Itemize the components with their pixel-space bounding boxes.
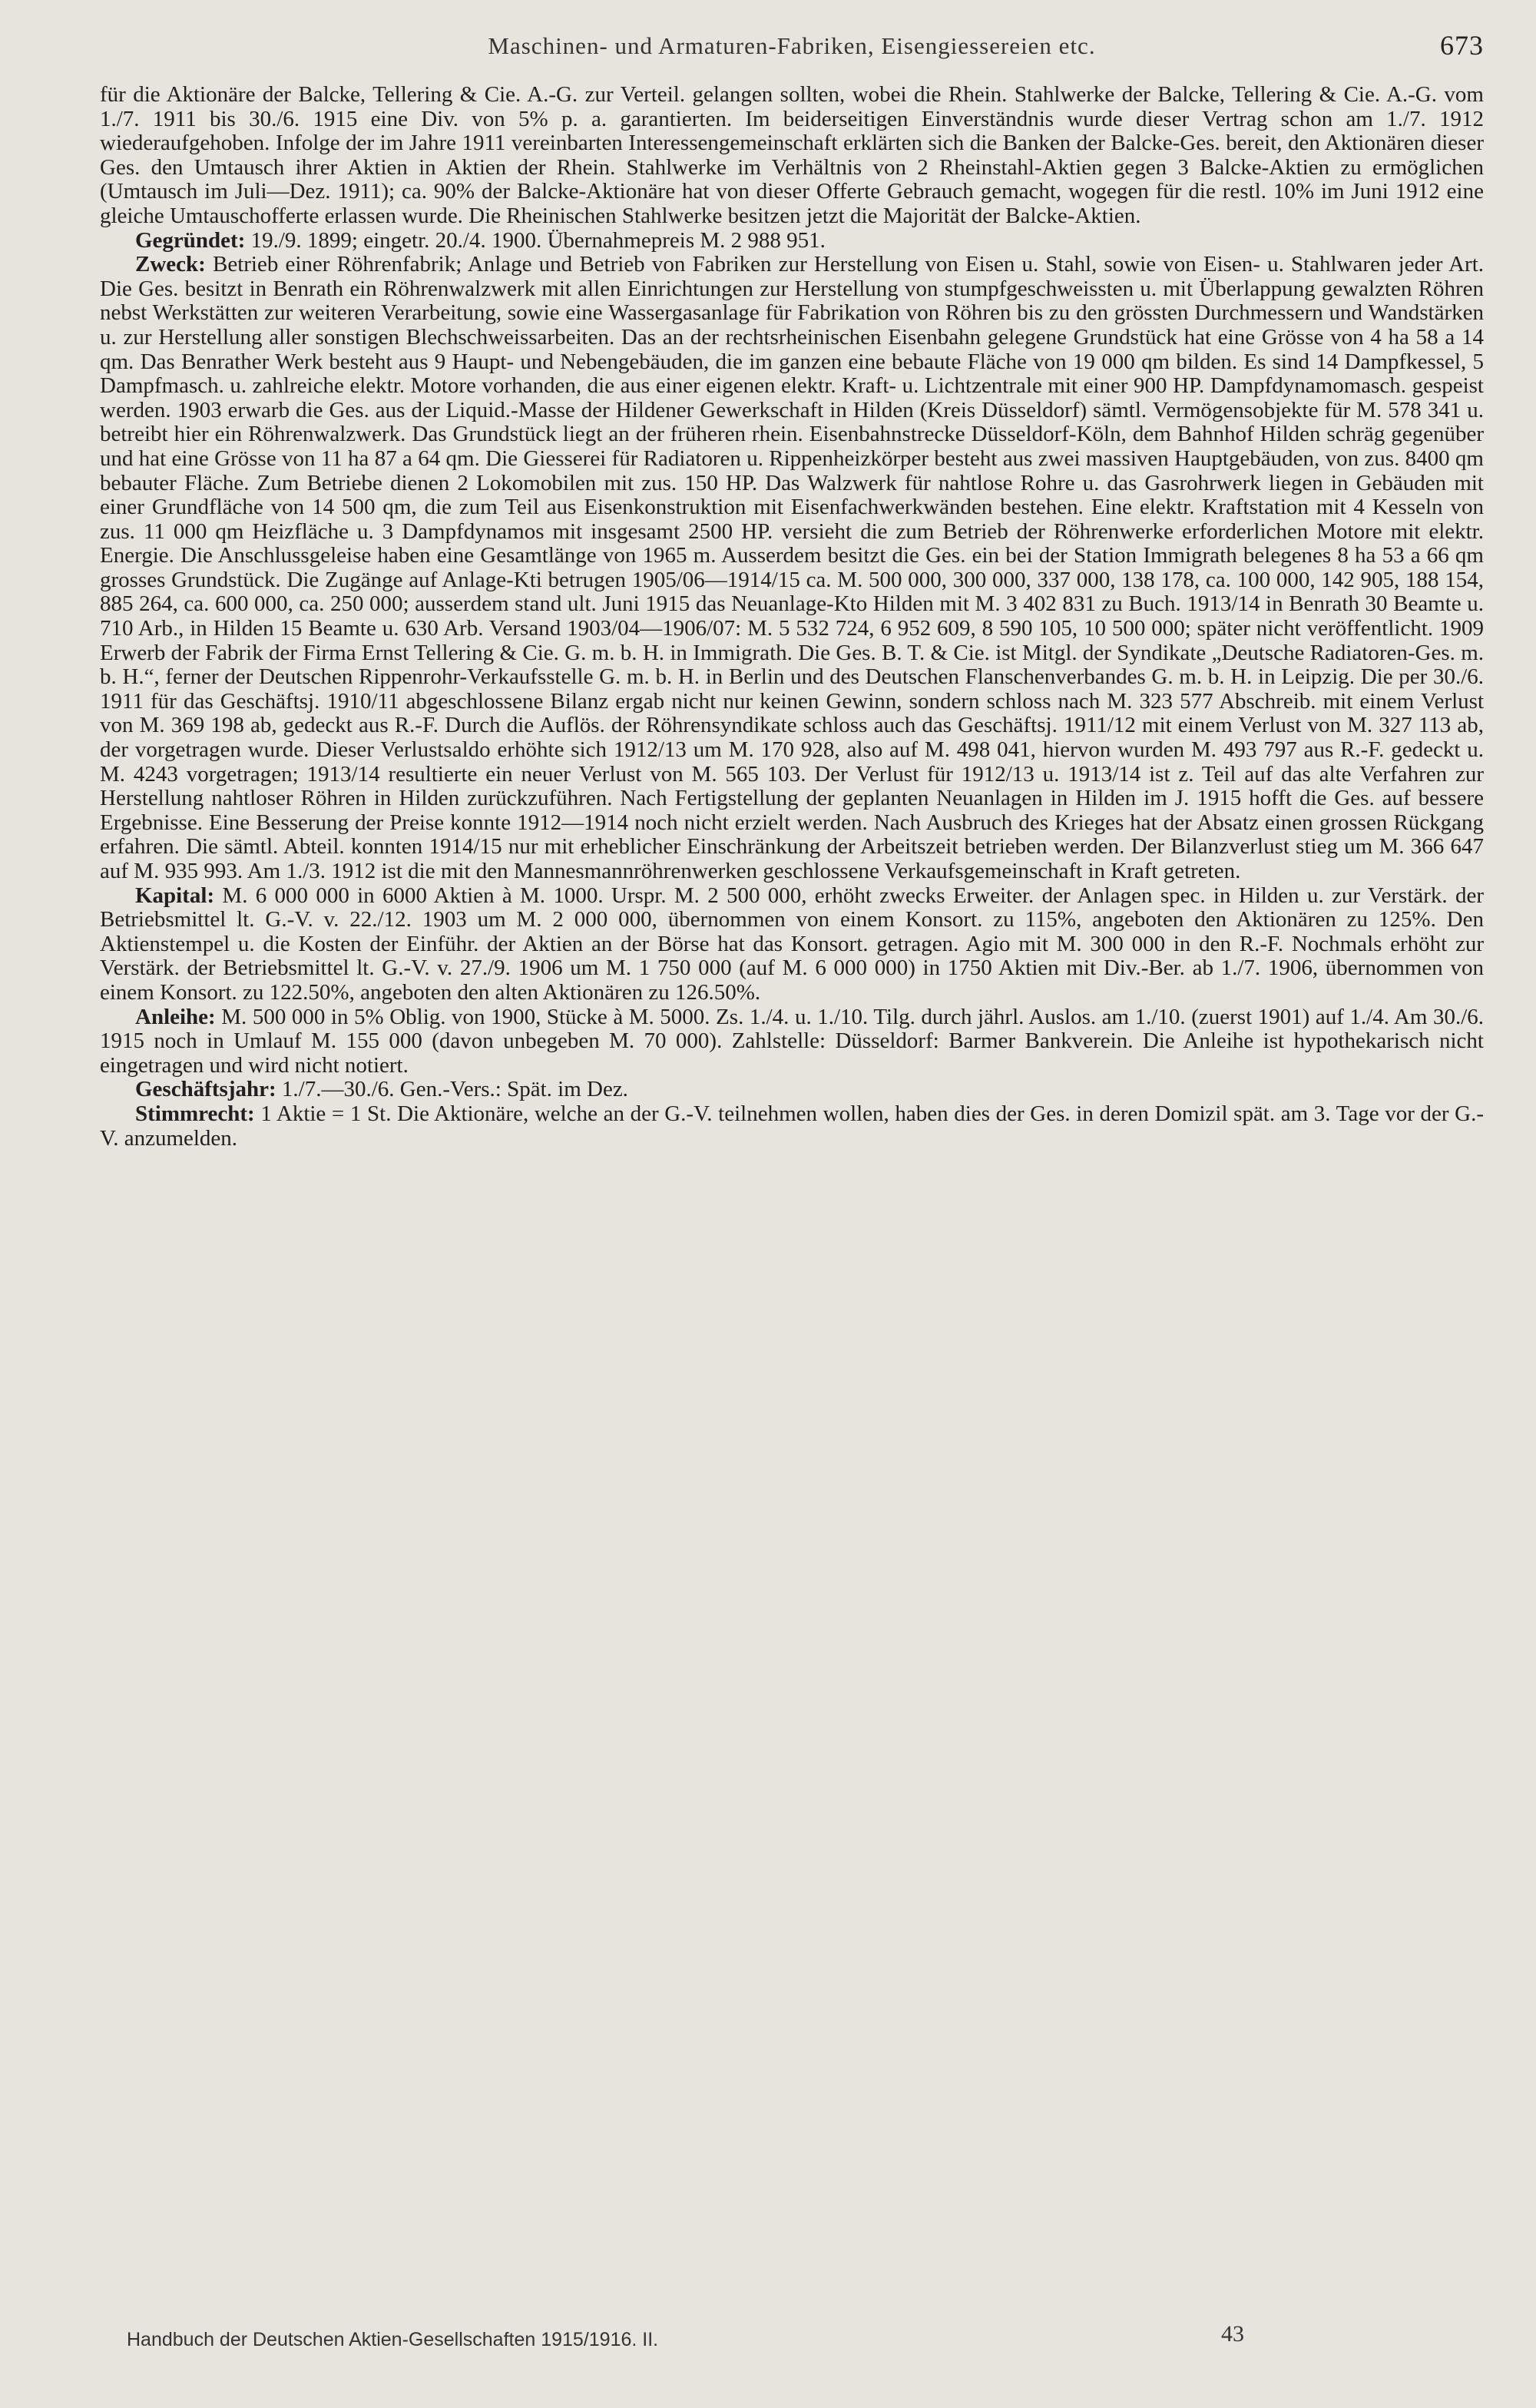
paragraph-anleihe <box>100 1005 1484 1078</box>
paragraph-text: Betrieb einer Röhrenfabrik; Anlage und Betrieb von Fabriken zur Herstellung von Eisen u. Stahl, sowie von Eisen- u. Stahlwaren jeder Art. Die Ges. besitzt in Benrath ein Röhrenwalzwerk mit allen Einrichtungen zur Herstellung von stumpfgeschweissten u. mit Überlappung gewalzten Röhren nebst Werkstätten zur weiteren Verarbeitung, sowie eine Wassergasanlage für Fabrikation von Röhren bis zu den grössten Durchmessern und Wandstärken u. zur Herstellung aller sonstigen Blechschweissarbeiten. Das an der rechtsrheinischen Eisenbahn gelegene Grundstück hat eine Grösse von 4 ha 58 a 14 qm. Das Benrather Werk besteht aus 9 Haupt- und Nebengebäuden, die im ganzen eine bebaute Fläche von 19 000 qm bilden. Es sind 14 Dampfkessel, 5 Dampfmasch. u. zahlreiche elektr. Motore vorhanden, die aus einer eigenen elektr. Kraft- u. Lichtzentrale mit einer 900 HP. Dampfdynamomasch. gespeist werden. 1903 erwarb die Ges. aus der Liquid.-Masse der Hildener Gewerkschaft in Hilden (Kreis Düsseldorf) sämtl. Vermögensobjekte für M. 578 341 u. betreibt hier ein Röhrenwalzwerk. Das Grundstück liegt an der früheren rhein. Eisenbahnstrecke Düsseldorf-Köln, dem Bahnhof Hilden schräg gegenüber und hat eine Grösse von 11 ha 87 a 64 qm. Die Giesserei für Radiatoren u. Rippenheizkörper besteht aus zwei massiven Hauptgebäuden, von zus. 8400 qm bebauter Fläche. Zum Betriebe dienen 2 Lokomobilen mit zus. 150 HP. Das Walzwerk für nahtlose Rohre u. das Gasrohrwerk liegen in Gebäuden mit einer Grundfläche von 14 500 qm, die zum Teil aus Eisenkonstruktion mit Eisenfachwerkwänden bestehen. Eine elektr. Kraftstation mit 4 Kesseln von zus. 11 000 qm Heizfläche u. 3 Dampfdynamos mit insgesamt 2500 HP. versieht die zum Betrieb der Röhrenwerke erforderlichen Motore mit elektr. Energie. Die Anschlussgeleise haben eine Gesamtlänge von 1965 m. Ausserdem besitzt die Ges. ein bei der Station Immigrath belegenes 8 ha 53 a 66 qm grosses Grundstück. Die Zugänge auf Anlage-Kti betrugen 1905/06—1914/15 ca. M. 500 000, 300 000, 337 000, 138 178, ca. 100 000, 142 905, 188 154, 885 264, ca. 600 000, ca. 250 000; ausserdem stand ult. Juni 1915 das Neuanlage-Kto Hilden mit M. 3 402 831 zu Buch. 1913/14 in Benrath 30 Beamte u. 710 Arb., in Hilden 15 Beamte u. 630 Arb. Versand 1903/04—1906/07: M. 5 532 724, 6 952 609, 8 590 105, 10 500 000; später nicht veröffentlicht. 1909 Erwerb der Fabrik der Firma Ernst Tellering & Cie. G. m. b. H. in Immigrath. Die Ges. B. T. & Cie. ist Mitgl. der Syndikate „Deutsche Radiatoren-Ges. m. b. H.“, ferner der Deutschen Rippenrohr-Verkaufsstelle G. m. b. H. in Berlin und des Deutschen Flanschenverbandes G. m. b. H. in Leipzig. Die per 30./6. 1911 für das Geschäftsj. 1910/11 abgeschlossene Bilanz ergab nicht nur keinen Gewinn, sondern schloss nach M. 323 577 Abschreib. mit einem Verlust von M. 369 198 ab, gedeckt aus R.-F. Durch die Auflös. der Röhrensyndikate schloss auch das Geschäftsj. 1911/12 mit einem Verlust von M. 327 113 ab, der vorgetragen wurde. Dieser Verlustsaldo erhöhte sich 1912/13 um M. 170 928, also auf M. 498 041, hiervon wurden M. 493 797 aus R.-F. gedeckt u. M. 4243 vorgetragen; 1913/14 resultierte ein neuer Verlust von M. 565 103. Der Verlust für 1912/13 u. 1913/14 ist z. Teil auf das alte Verfahren zur Herstellung nahtloser Röhren in Hilden zurückzuführen. Nach Fertigstellung der geplanten Neuanlagen in Hilden im J. 1915 hofft die Ges. auf bessere Ergebnisse. Eine Besserung der Preise konnte 1912—1914 noch nicht erzielt werden. Nach Ausbruch des Krieges hat der Absatz einen grossen Rückgang erfahren. Die sämtl. Abteil. konnten 1914/15 nur mit erheblicher Einschränkung der Arbeitszeit betrieben werden. Der Bilanzverlust stieg um M. 366 647 auf M. 935 993. Am 1./3. 1912 ist die mit den Mannesmannröhrenwerken geschlossene Verkaufsgemeinschaft in Kraft getreten. <box>100 252 1485 883</box>
paragraph-label: Kapital: <box>135 883 215 908</box>
paragraph-label: Geschäftsjahr: <box>135 1077 276 1102</box>
paragraph-label: Gegründet: <box>135 227 246 253</box>
paragraph-gegruendet <box>100 229 1484 253</box>
paragraph-kapital <box>100 884 1484 1005</box>
paragraph-stimmrecht <box>100 1102 1484 1151</box>
paragraph-text: für die Aktionäre der Balcke, Tellering & Cie. A.-G. zur Verteil. gelangen sollten, wobei die Rhein. Stahlwerke der Balcke, Tellering & Cie. A.-G. vom 1./7. 1911 bis 30./6. 1915 eine Div. von 5% p. a. garantierten. Im beiderseitigen Einverständnis wurde dieser Vertrag schon am 1./7. 1912 wiederaufgehoben. Infolge der im Jahre 1911 vereinbarten Interessengemeinschaft erklärten sich die Banken der Balcke-Ges. bereit, den Aktionären dieser Ges. den Umtausch ihrer Aktien in Aktien der Rhein. Stahlwerke im Verhältnis von 2 Rheinstahl-Aktien gegen 3 Balcke-Aktien zu ermöglichen (Umtausch im Juli—Dez. 1911); ca. 90% der Balcke-Aktionäre hat von dieser Offerte Gebrauch gemacht, wogegen für die restl. 10% im Juni 1912 eine gleiche Umtauschofferte erlassen wurde. Die Rheinischen Stahlwerke besitzen jetzt die Majorität der Balcke-Aktien. <box>100 82 1484 228</box>
paragraph-text: 1 Aktie = 1 St. Die Aktionäre, welche an der G.-V. teilnehmen wollen, haben dies der Ges. in deren Domizil spät. am 3. Tage vor der G.-V. anzumelden. <box>100 1101 1485 1151</box>
running-title: Maschinen- und Armaturen-Fabriken, Eisengiessereien etc. <box>488 32 1096 59</box>
paragraph-continuation <box>100 83 1484 229</box>
page-footer <box>127 2321 1413 2360</box>
page-number: 673 <box>1440 30 1484 61</box>
paragraph-text: M. 500 000 in 5% Oblig. von 1900, Stücke à M. 5000. Zs. 1./4. u. 1./10. Tilg. durch jährl. Auslos. am 1./10. (zuerst 1901) auf 1./4. Am 30./6. 1915 noch in Umlauf M. 155 000 (davon unbegeben M. 70 000). Zahlstelle: Düsseldorf: Barmer Bankverein. Die Anleihe ist hypothekarisch nicht eingetragen und wird nicht notiert. <box>100 1004 1485 1078</box>
footer-source: Handbuch der Deutschen Aktien-Gesellschaften 1915/1916. II. <box>127 2329 659 2350</box>
paragraph-text: 1./7.—30./6. Gen.-Vers.: Spät. im Dez. <box>281 1077 628 1102</box>
paragraph-text: M. 6 000 000 in 6000 Aktien à M. 1000. Urspr. M. 2 500 000, erhöht zwecks Erweiter. der Anlagen spec. in Hilden u. zur Verstärk. der Betriebsmittel lt. G.-V. v. 22./12. 1903 um M. 2 000 000, übernommen von einem Konsort. zu 115%, angeboten den Aktionären zu 125%. Den Aktienstempel u. die Kosten der Einführ. der Aktien an der Börse hat das Konsort. getragen. Agio mit M. 300 000 in den R.-F. Nochmals erhöht zur Verstärk. der Betriebsmittel lt. G.-V. v. 27./9. 1906 um M. 1 750 000 (auf M. 6 000 000) in 1750 Aktien mit Div.-Ber. ab 1./7. 1906, übernommen von einem Konsort. zu 122.50%, angeboten den alten Aktionären zu 126.50%. <box>100 883 1484 1005</box>
paragraph-label: Stimmrecht: <box>135 1101 255 1126</box>
paragraph-label: Anleihe: <box>135 1004 216 1029</box>
footer-signature: 43 <box>1221 2321 1244 2347</box>
running-header <box>100 29 1484 83</box>
paragraph-zweck <box>100 253 1484 883</box>
paragraph-text: 19./9. 1899; eingetr. 20./4. 1900. Übernahmepreis M. 2 988 951. <box>250 227 826 253</box>
paragraph-label: Zweck: <box>135 252 206 277</box>
paragraph-geschaeftsjahr <box>100 1078 1484 1102</box>
article-body <box>100 83 1484 1151</box>
